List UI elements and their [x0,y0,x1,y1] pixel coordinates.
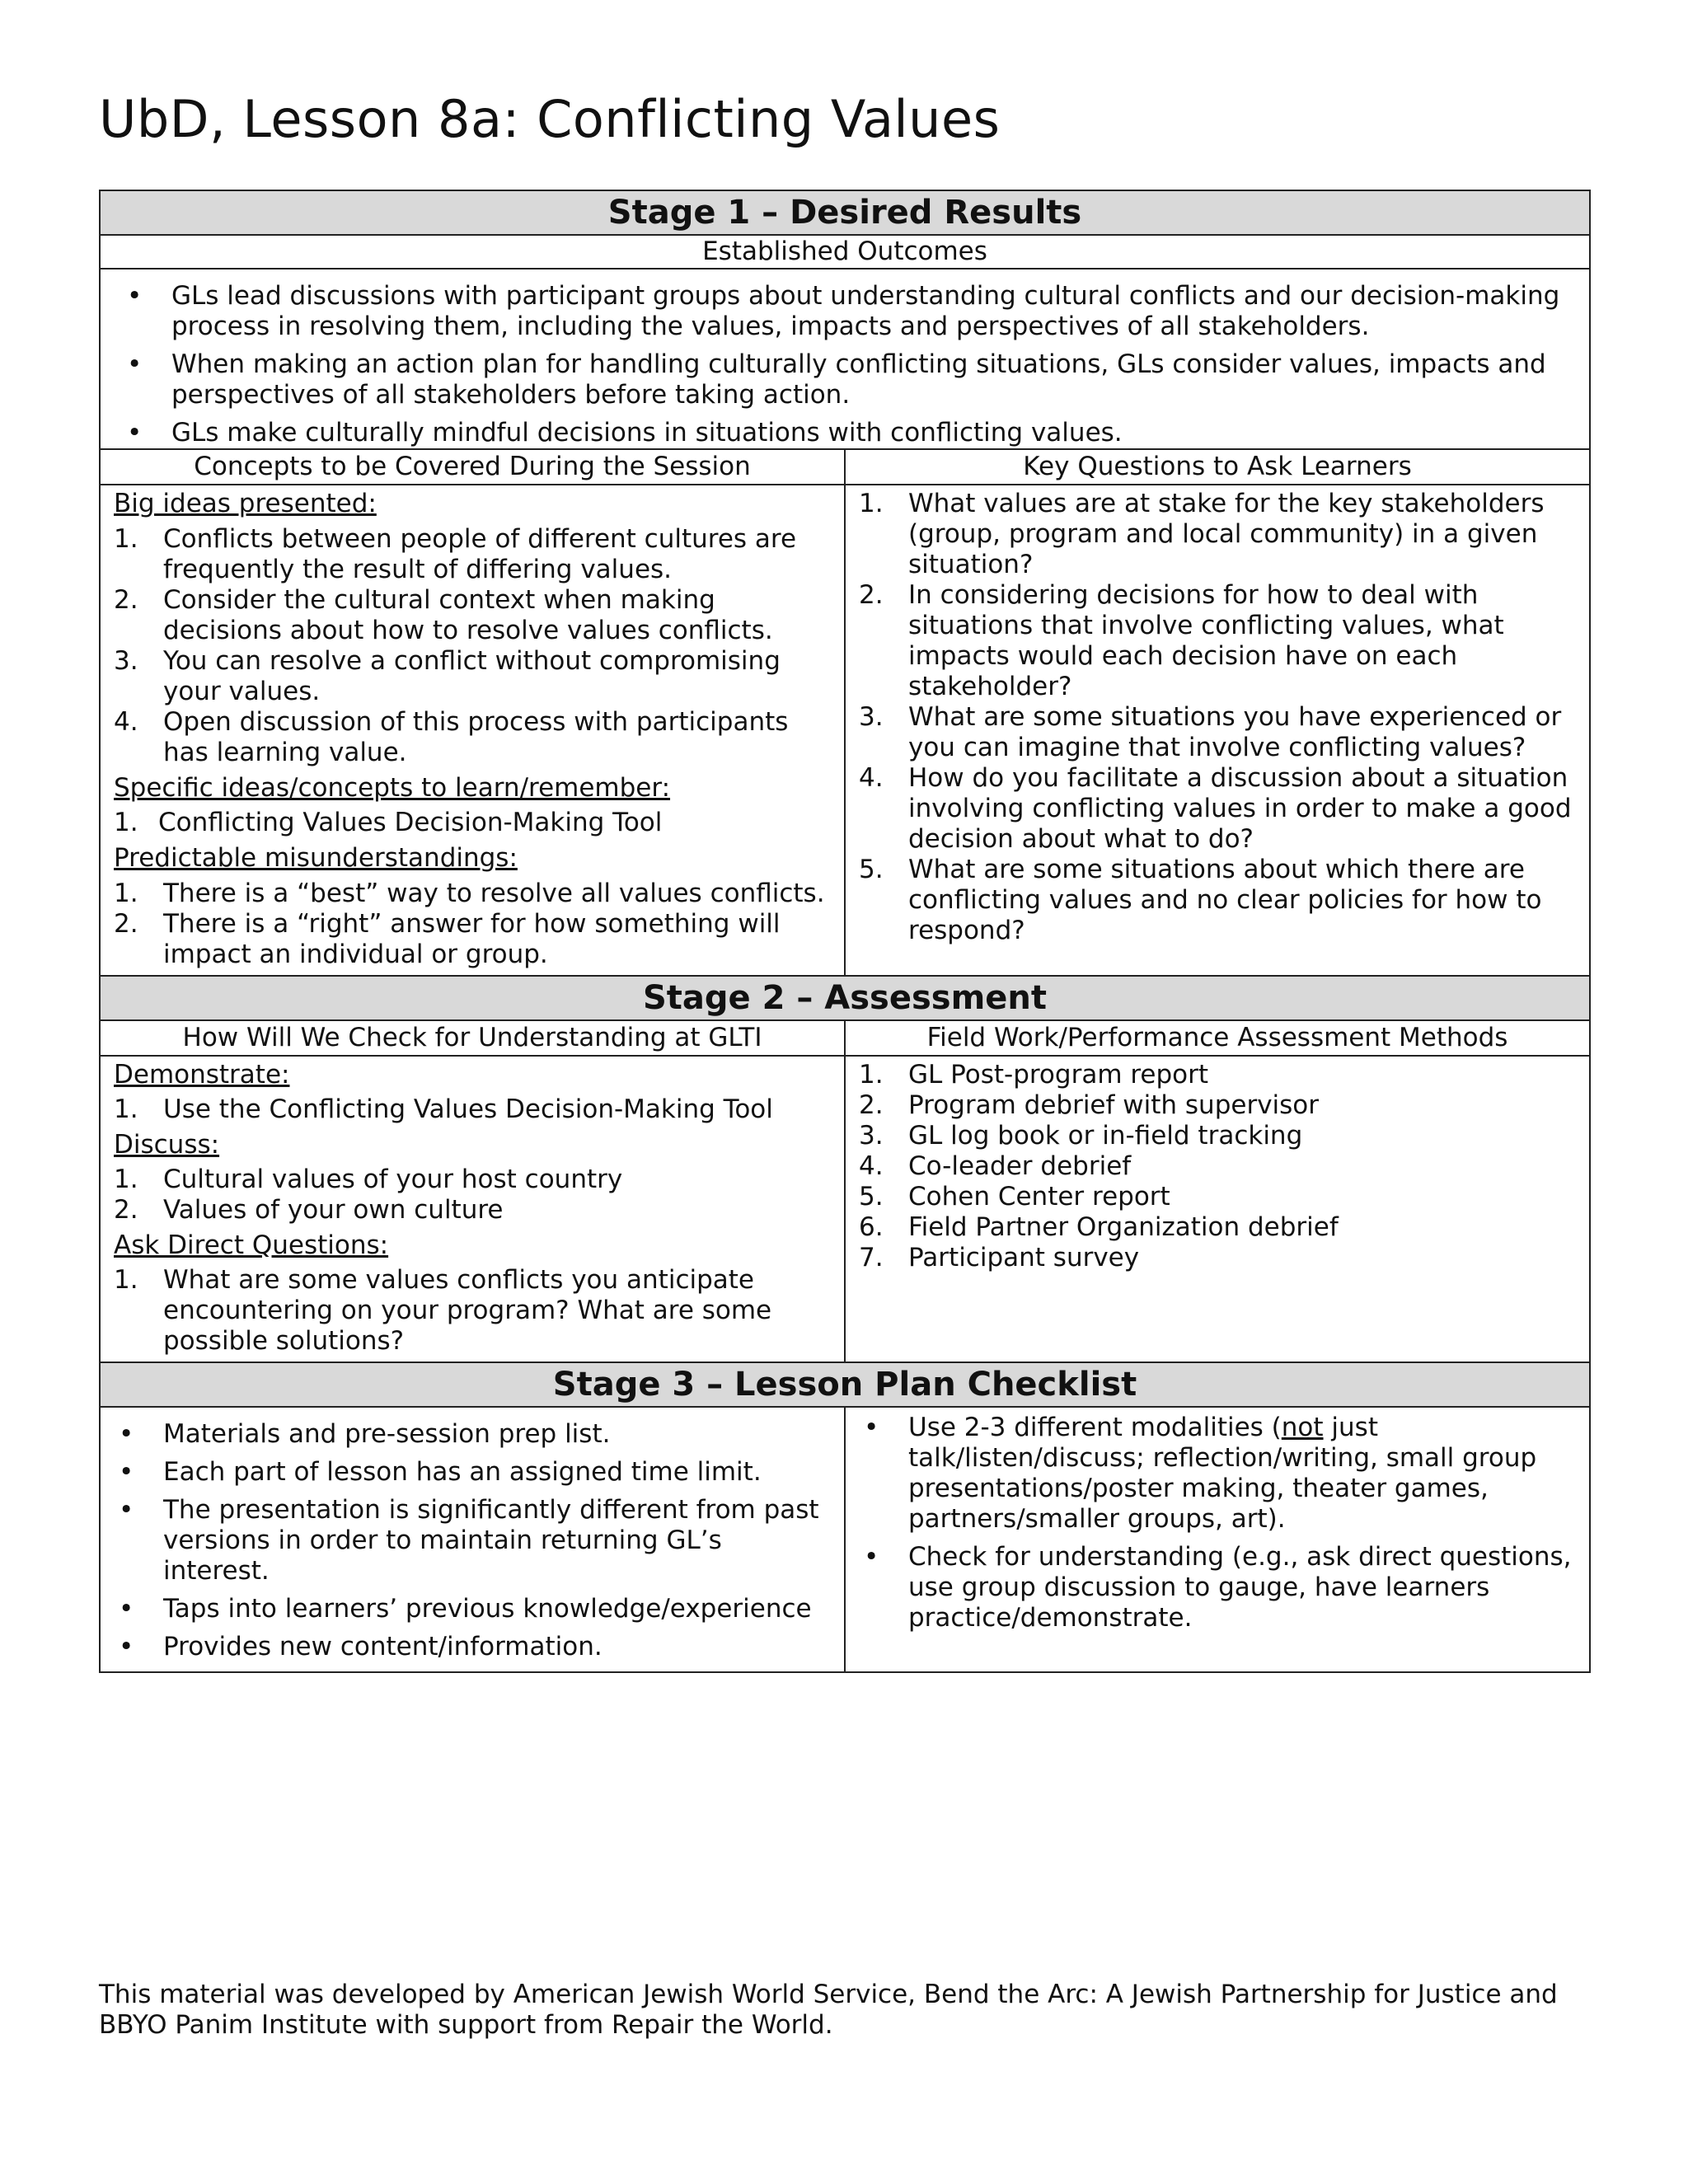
questions-heading: Key Questions to Ask Learners [845,449,1590,485]
misunderstandings-list [114,879,836,970]
outcomes-cell [100,269,1590,449]
page-title: UbD, Lesson 8a: Conflicting Values [99,89,1001,149]
concepts-heading: Concepts to be Covered During the Session [100,449,845,485]
ubd-table [99,190,1591,1673]
field-methods-heading: Field Work/Performance Assessment Methods [845,1020,1590,1056]
list-item: 7. Participant survey [859,1243,1140,1272]
check-heading: How Will We Check for Understanding at GLTI [100,1020,845,1056]
list-item: • GLs lead discussions with participant groups about understanding cultural conflicts and our decision-making process in resolving them, including the values, impacts and perspectives of all stakeholders. [117,281,1573,342]
list-item: 1. Conflicts between people of different cultures are frequently the result of differing values. [114,524,797,584]
big-ideas-list [114,524,836,768]
stage2-heading: Stage 2 – Assessment [100,976,1590,1020]
list-item: 6. Field Partner Organization debrief [859,1212,1339,1242]
list-item: 2. Consider the cultural context when making decisions about how to resolve values conflicts. [114,585,773,645]
list-item: 5. What are some situations about which there are conflicting values and no clear policies for how to respond? [859,855,1542,945]
questions-list [859,489,1581,946]
list-item: 3. GL log book or in-field tracking [859,1121,1303,1151]
checklist-item: • Taps into learners’ previous knowledge/experience [109,1594,836,1624]
discuss-list [114,1165,836,1226]
list-item: 3. What are some situations you have experienced or you can imagine that involve conflicting values? [859,702,1562,762]
checklist-item: • Provides new content/information. [109,1632,836,1662]
list-item: 2. Values of your own culture [114,1195,504,1225]
questions-cell [845,485,1590,976]
list-item: 1. What values are at stake for the key stakeholders (group, program and local community) in a given situation? [859,489,1545,579]
specific-ideas-list [114,808,836,838]
ask-questions-list [114,1265,836,1357]
list-item: 4. How do you facilitate a discussion about a situation involving conflicting values in order to make a good decision about what to do? [859,763,1572,854]
checklist-right-cell [845,1407,1590,1672]
list-item: 1. Conflicting Values Decision-Making Tool [114,808,663,837]
checklist-item: • Check for understanding (e.g., ask direct questions, use group discussion to gauge, have learners practice/demonstrate. [854,1542,1581,1633]
list-item: 1. Cultural values of your host country [114,1165,623,1194]
outcomes-list [117,281,1573,448]
demonstrate-label: Demonstrate: [114,1060,290,1090]
list-item: 3. You can resolve a conflict without compromising your values. [114,646,781,706]
checklist-right [854,1413,1581,1633]
stage3-heading: Stage 3 – Lesson Plan Checklist [100,1362,1590,1407]
discuss-label: Discuss: [114,1130,220,1160]
list-item: • GLs make culturally mindful decisions in situations with conflicting values. [117,418,1573,448]
list-item: • When making an action plan for handling culturally conflicting situations, GLs consider values, impacts and perspectives of all stakeholders before taking action. [117,349,1573,410]
field-methods-cell [845,1056,1590,1362]
check-cell [100,1056,845,1362]
misunderstandings-label: Predictable misunderstandings: [114,843,518,873]
checklist-item: • Materials and pre-session prep list. [109,1419,836,1450]
checklist-item: • The presentation is significantly different from past versions in order to maintain returning GL’s interest. [109,1495,836,1586]
checklist-item: • Each part of lesson has an assigned time limit. [109,1457,836,1488]
list-item: 1. There is a “best” way to resolve all values conflicts. [114,879,825,908]
checklist-left-cell [100,1407,845,1672]
specific-ideas-label: Specific ideas/concepts to learn/remember: [114,773,671,803]
big-ideas-label: Big ideas presented: [114,489,377,518]
list-item: 1. What are some values conflicts you anticipate encountering on your program? What are some possible solutions? [114,1265,772,1356]
footer-credit: This material was developed by American Jewish World Service, Bend the Arc: A Jewish Partnership for Justice and BBYO Panim Institute with support from Repair the World. [99,1980,1558,2040]
list-item: 4. Co-leader debrief [859,1151,1132,1181]
checklist-left [109,1419,836,1662]
list-item: 2. There is a “right” answer for how something will impact an individual or group. [114,909,781,969]
list-item: 1. GL Post-program report [859,1060,1209,1090]
field-methods-list [859,1060,1581,1273]
ask-questions-label: Ask Direct Questions: [114,1230,389,1260]
concepts-cell [100,485,845,976]
outcomes-heading: Established Outcomes [100,235,1590,269]
list-item: 1. Use the Conflicting Values Decision-Making Tool [114,1094,773,1124]
stage1-heading: Stage 1 – Desired Results [100,190,1590,235]
list-item: 2. In considering decisions for how to deal with situations that involve conflicting values, what impacts would each decision have on each stakeholder? [859,580,1504,701]
list-item: 4. Open discussion of this process with participants has learning value. [114,707,789,767]
demonstrate-list [114,1094,836,1125]
list-item: 2. Program debrief with supervisor [859,1090,1320,1120]
checklist-item: • Use 2-3 different modalities (not just talk/listen/discuss; reflection/writing, small group presentations/poster making, theater games, partners/smaller groups, art). [854,1413,1581,1535]
list-item: 5. Cohen Center report [859,1182,1170,1212]
